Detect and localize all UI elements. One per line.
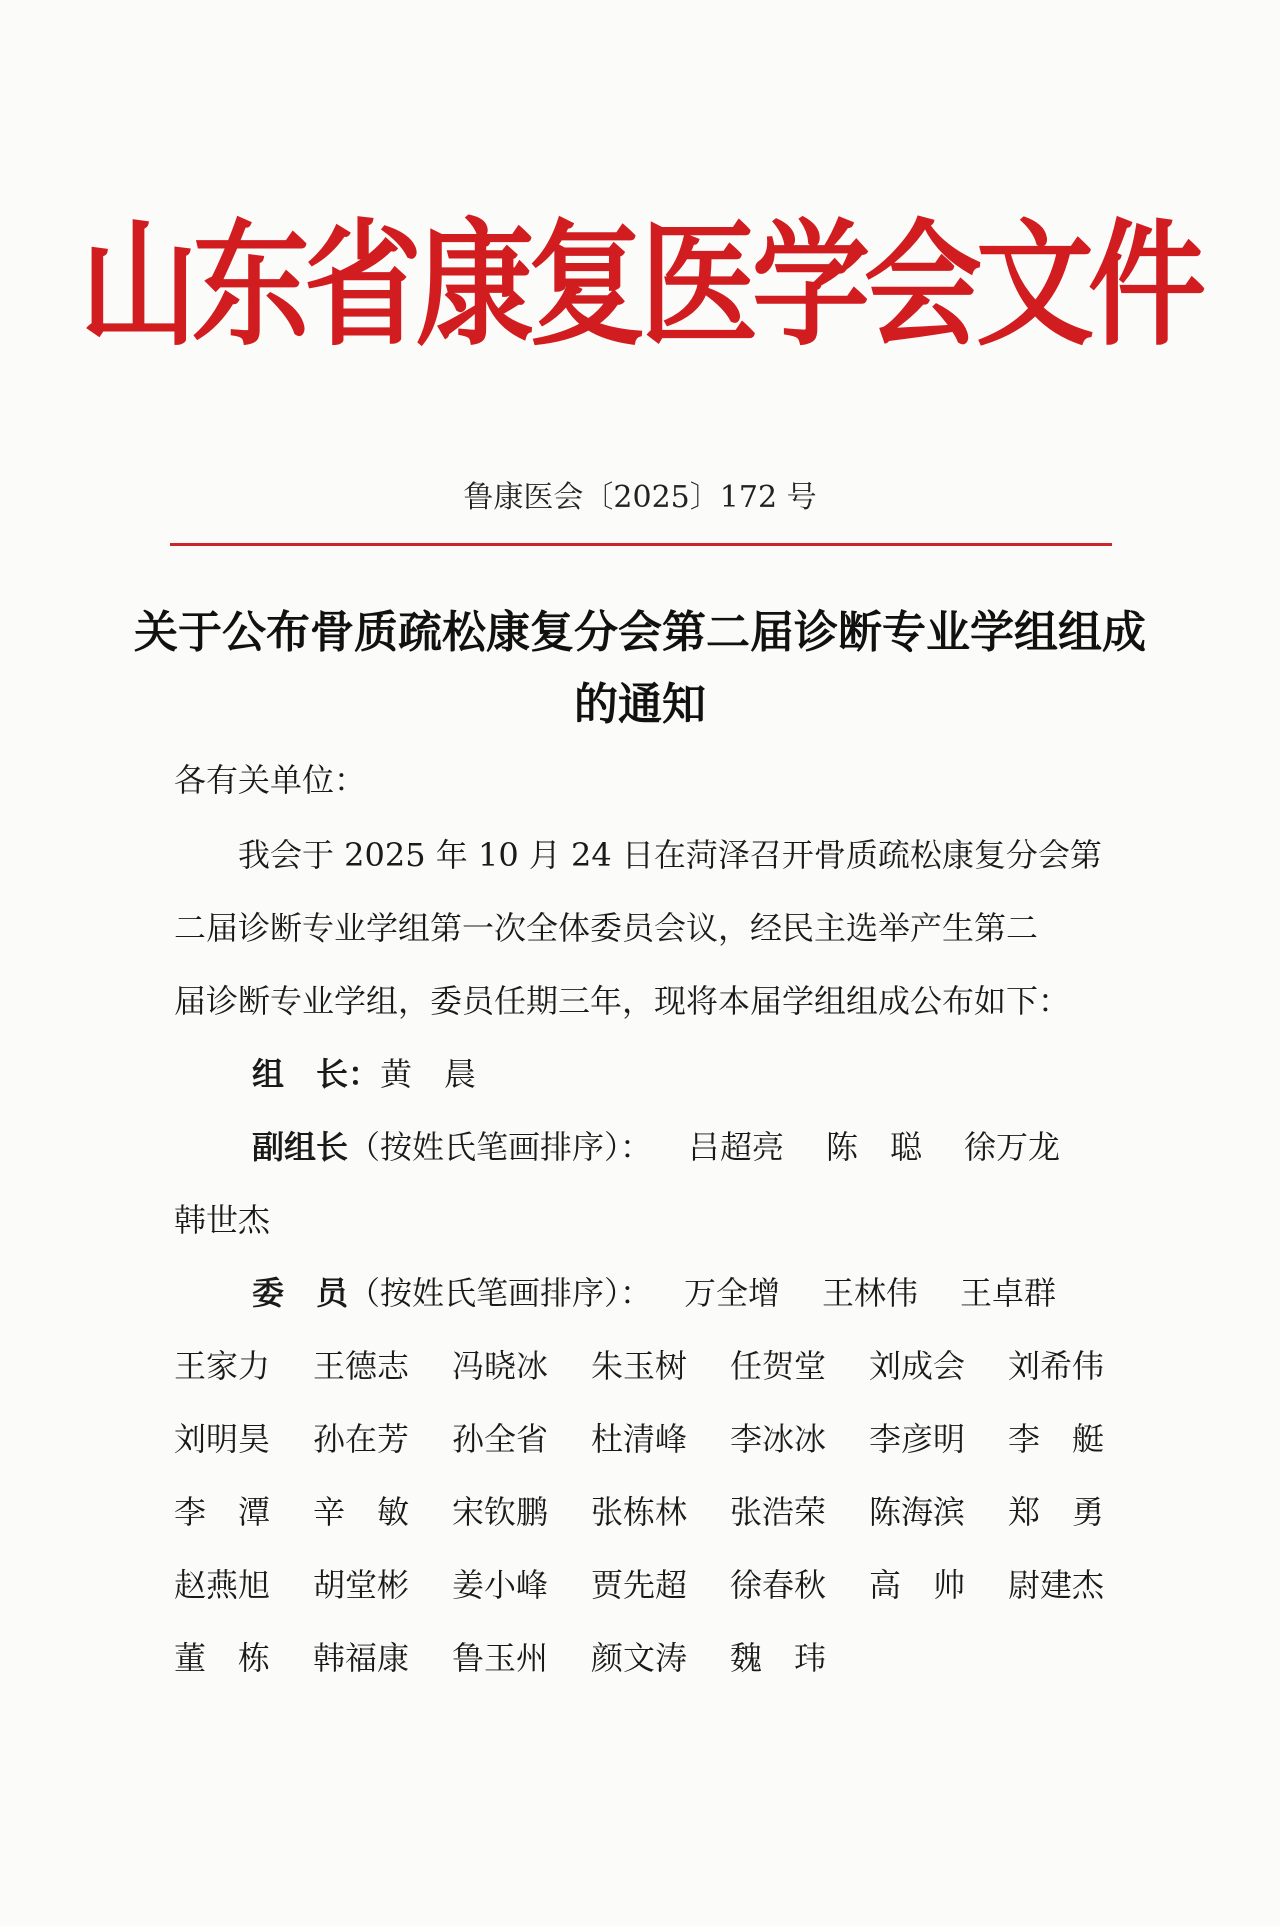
member-name: 陈海滨: [869, 1493, 966, 1531]
notice-title-line-2: 的通知: [574, 679, 706, 730]
leader-name: 黄 晨: [380, 1055, 477, 1093]
member-name: 王德志: [313, 1347, 410, 1385]
member-name: 冯晓冰: [452, 1347, 549, 1385]
member-name: 董 栋: [174, 1639, 271, 1677]
body-line-1: 我会于 2025 年 10 月 24 日在菏泽召开骨质疏松康复分会第: [238, 836, 1102, 874]
member-name: 孙在芳: [313, 1420, 410, 1458]
deputy-line: [252, 1125, 652, 1169]
member-name: 鲁玉州: [452, 1639, 549, 1677]
body-line-3: 届诊断专业学组，委员任期三年，现将本届学组组成公布如下：: [174, 982, 1071, 1020]
members-note: （按姓氏笔画排序）：: [348, 1274, 653, 1312]
member-name: 颜文涛: [591, 1639, 688, 1677]
members-label: 委 员: [252, 1274, 349, 1312]
leader-line: [252, 1052, 476, 1096]
member-name: 杜清峰: [591, 1420, 688, 1458]
member-name: 李 潭: [174, 1493, 271, 1531]
document-number: 鲁康医会〔2025〕172 号: [463, 480, 817, 515]
member-name: 辛 敏: [313, 1493, 410, 1531]
member-name: 李彦明: [869, 1420, 966, 1458]
member-name: 李 艇: [1008, 1420, 1105, 1458]
deputy-name: 徐万龙: [964, 1128, 1061, 1166]
member-name: 韩福康: [313, 1639, 410, 1677]
member-name: 王卓群: [960, 1274, 1057, 1312]
deputy-name: 韩世杰: [174, 1201, 271, 1239]
member-name: 孙全省: [452, 1420, 549, 1458]
member-name: 王家力: [174, 1347, 271, 1385]
member-name: 徐春秋: [730, 1566, 827, 1604]
member-name: 郑 勇: [1008, 1493, 1105, 1531]
member-name: 任贺堂: [730, 1347, 827, 1385]
body-line-2: 二届诊断专业学组第一次全体委员会议，经民主选举产生第二: [174, 909, 1039, 947]
notice-title: [90, 597, 1190, 741]
member-name: 刘成会: [869, 1347, 966, 1385]
deputy-note: （按姓氏笔画排序）：: [348, 1128, 653, 1166]
deputy-name: 吕超亮: [688, 1128, 785, 1166]
member-name: 高 帅: [869, 1566, 966, 1604]
member-name: 胡堂彬: [313, 1566, 410, 1604]
member-name: 李冰冰: [730, 1420, 827, 1458]
member-name: 宋钦鹏: [452, 1493, 549, 1531]
member-name: 赵燕旭: [174, 1566, 271, 1604]
member-name: 刘明昊: [174, 1420, 271, 1458]
leader-label: 组 长：: [252, 1055, 381, 1093]
member-name: 尉建杰: [1008, 1566, 1105, 1604]
deputy-name: 陈 聪: [826, 1128, 923, 1166]
member-name: 张栋林: [591, 1493, 688, 1531]
member-name: 贾先超: [591, 1566, 688, 1604]
member-name: 王林伟: [822, 1274, 919, 1312]
notice-title-line-1: 关于公布骨质疏松康复分会第二届诊断专业学组组成: [134, 607, 1146, 658]
header-divider: [170, 543, 1112, 546]
member-name: 魏 玮: [730, 1639, 827, 1677]
member-name: 刘希伟: [1008, 1347, 1105, 1385]
members-line: [252, 1271, 652, 1315]
member-name: 万全增: [684, 1274, 781, 1312]
deputy-label: 副组长: [252, 1128, 349, 1166]
member-name: 姜小峰: [452, 1566, 549, 1604]
salutation: 各有关单位：: [174, 761, 367, 799]
member-name: 张浩荣: [730, 1493, 827, 1531]
organization-header: 山东省康复医学会文件: [79, 205, 1200, 365]
member-name: 朱玉树: [591, 1347, 688, 1385]
